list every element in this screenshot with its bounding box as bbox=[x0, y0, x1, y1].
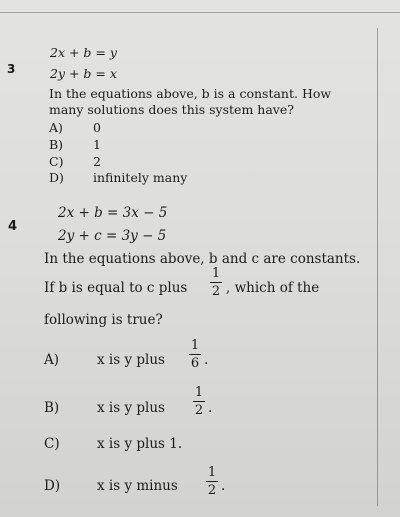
option-b-letter: B) bbox=[44, 400, 60, 416]
fraction-denominator: 6 bbox=[190, 356, 200, 371]
option-b-period: . bbox=[208, 400, 213, 416]
prompt-line-1: In the equations above, b and c are constants. bbox=[44, 251, 361, 267]
option-d-period: . bbox=[221, 478, 226, 494]
question-number: 4 bbox=[8, 219, 18, 234]
fraction-numerator: 1 bbox=[194, 385, 204, 400]
fraction-numerator: 1 bbox=[211, 266, 221, 281]
option-b-text[interactable]: 1 bbox=[93, 137, 101, 152]
option-a-fraction bbox=[188, 339, 202, 370]
option-a-text[interactable]: x is y plus bbox=[97, 352, 165, 368]
right-margin-rule bbox=[377, 28, 378, 506]
option-d-fraction bbox=[205, 466, 219, 497]
fraction-bar bbox=[206, 481, 218, 482]
option-b-text[interactable]: x is y plus bbox=[97, 400, 165, 416]
option-c-letter: C) bbox=[49, 154, 64, 169]
option-d-text[interactable]: infinitely many bbox=[93, 170, 188, 185]
fraction-bar bbox=[210, 282, 222, 283]
fraction-denominator: 2 bbox=[207, 483, 217, 498]
option-d-letter: D) bbox=[49, 170, 64, 185]
fraction-bar bbox=[189, 354, 201, 355]
fraction-bar bbox=[193, 401, 205, 402]
prompt-fraction bbox=[209, 267, 223, 298]
option-c-text[interactable]: 2 bbox=[93, 154, 101, 169]
fraction-denominator: 2 bbox=[211, 284, 221, 299]
option-d-letter: D) bbox=[44, 478, 61, 494]
equation-1: 2x + b = y bbox=[50, 45, 117, 60]
top-rule bbox=[0, 12, 400, 13]
question-number: 3 bbox=[7, 62, 16, 76]
equation-1: 2x + b = 3x − 5 bbox=[58, 205, 168, 221]
prompt-line-2: many solutions does this system have? bbox=[49, 102, 294, 117]
prompt-line-3: following is true? bbox=[44, 312, 163, 328]
option-c-letter: C) bbox=[44, 436, 60, 452]
option-b-letter: B) bbox=[49, 137, 64, 152]
prompt-line-2-start: If b is equal to c plus bbox=[44, 280, 188, 296]
prompt-line-2-end: , which of the bbox=[226, 280, 320, 296]
fraction-denominator: 2 bbox=[194, 403, 204, 418]
option-b-fraction bbox=[192, 386, 206, 417]
fraction-numerator: 1 bbox=[190, 338, 200, 353]
option-a-period: . bbox=[204, 352, 209, 368]
equation-2: 2y + c = 3y − 5 bbox=[58, 228, 167, 244]
prompt-line-1: In the equations above, b is a constant. How bbox=[49, 86, 332, 101]
option-c-text[interactable]: x is y plus 1. bbox=[97, 436, 183, 452]
option-a-text[interactable]: 0 bbox=[93, 120, 101, 135]
option-a-letter: A) bbox=[44, 352, 60, 368]
option-a-letter: A) bbox=[49, 120, 63, 135]
equation-2: 2y + b = x bbox=[50, 66, 117, 81]
option-d-text[interactable]: x is y minus bbox=[97, 478, 178, 494]
fraction-numerator: 1 bbox=[207, 465, 217, 480]
